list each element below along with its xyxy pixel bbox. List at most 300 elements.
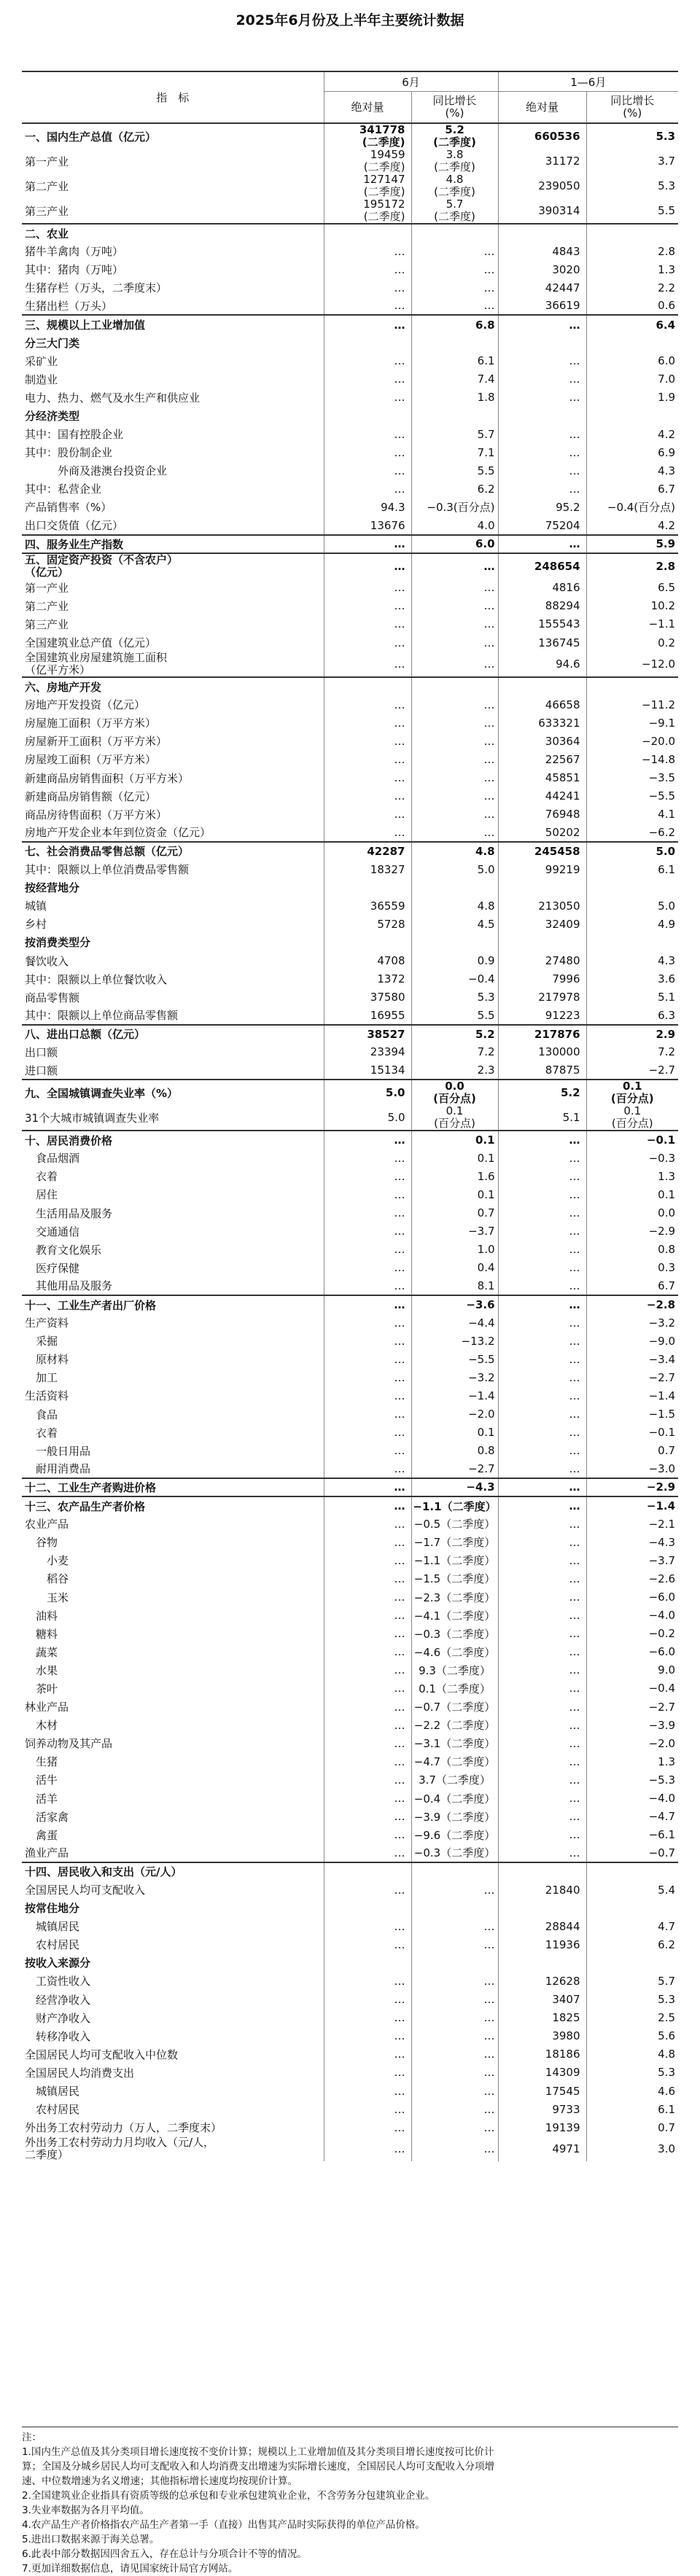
june-value: … xyxy=(324,1808,411,1826)
june-value: … xyxy=(324,1241,411,1259)
row-label: 全国建筑业房屋建筑施工面积 （亿平方米） xyxy=(25,652,168,677)
june-value: … xyxy=(324,1460,411,1478)
row-label: 房屋新开工面积（万平方米） xyxy=(25,735,168,749)
h1-value: … xyxy=(498,1734,586,1752)
table-row xyxy=(22,714,678,732)
h1-value: 4971 xyxy=(498,2136,586,2161)
h1-value: … xyxy=(498,1350,586,1368)
row-label: 饲养动物及其产品 xyxy=(25,1737,113,1751)
row-label: 五、固定资产投资（不含农户） （亿元） xyxy=(25,553,179,579)
june-value: … xyxy=(324,2100,411,2118)
table-row xyxy=(22,695,678,714)
table-row xyxy=(22,1625,678,1643)
header-h1-growth: 同比增长 (%) xyxy=(586,92,678,124)
h1-growth: −6.2 xyxy=(586,824,678,842)
h1-growth: 4.7 xyxy=(586,1917,678,1935)
h1-growth xyxy=(586,224,678,242)
june-value: … xyxy=(324,714,411,732)
june-growth: −2.0 xyxy=(411,1405,498,1424)
row-label: 按常住地分 xyxy=(25,1902,80,1916)
h1-growth: 0.1 (百分点) xyxy=(586,1105,678,1131)
h1-growth: 5.0 xyxy=(586,842,678,860)
row-label: 生猪出栏（万头） xyxy=(25,299,113,313)
june-growth: −4.1（二季度） xyxy=(411,1607,498,1625)
h1-value: … xyxy=(498,1295,586,1314)
table-row xyxy=(22,1551,678,1569)
table-row xyxy=(22,769,678,787)
footnote-line: 速、中位数增速为名义增速；其他指标增长速度均按现价计算。 xyxy=(22,2475,298,2487)
h1-growth: 5.0 xyxy=(586,897,678,915)
h1-value: … xyxy=(498,1716,586,1734)
row-label: 农村居民 xyxy=(25,1938,80,1952)
june-value xyxy=(324,1862,411,1881)
row-label: 出口交货值（亿元） xyxy=(25,519,124,533)
june-growth: … xyxy=(411,652,498,677)
june-growth: … xyxy=(411,242,498,260)
row-label: 木材 xyxy=(25,1719,58,1733)
june-value: … xyxy=(324,1277,411,1295)
june-growth: … xyxy=(411,769,498,787)
june-value: … xyxy=(324,1625,411,1643)
row-label: 商品房待售面积（万平方米） xyxy=(25,808,168,821)
h1-growth: −5.5 xyxy=(586,787,678,805)
footnote-line: 4.农产品生产者价格指农产品生产者第一手（直接）出售其产品时实际获得的单位产品价格。 xyxy=(22,2519,425,2531)
h1-value: … xyxy=(498,1386,586,1405)
table-row xyxy=(22,1752,678,1771)
june-growth: 4.0 xyxy=(411,517,498,535)
june-value: … xyxy=(324,260,411,278)
june-growth: 2.3 xyxy=(411,1061,498,1080)
june-value: 23394 xyxy=(324,1043,411,1061)
h1-value: … xyxy=(498,1607,586,1625)
h1-value: 11936 xyxy=(498,1935,586,1954)
row-label: 活羊 xyxy=(25,1792,58,1806)
june-value: 15134 xyxy=(324,1061,411,1080)
h1-growth: 6.1 xyxy=(586,2100,678,2118)
june-growth: … xyxy=(411,553,498,579)
june-growth: 1.0 xyxy=(411,1241,498,1259)
table-row xyxy=(22,2082,678,2100)
h1-growth: −4.0 xyxy=(586,1789,678,1808)
june-value: … xyxy=(324,805,411,824)
june-growth: … xyxy=(411,615,498,633)
table-row xyxy=(22,1533,678,1551)
h1-growth: −3.4 xyxy=(586,1350,678,1368)
june-value: … xyxy=(324,1551,411,1569)
june-growth: … xyxy=(411,278,498,297)
row-label: 其中：国有控股企业 xyxy=(25,428,124,442)
table-row xyxy=(22,1972,678,1990)
h1-value: 217978 xyxy=(498,988,586,1007)
june-growth: … xyxy=(411,824,498,842)
june-value xyxy=(324,224,411,242)
june-value: … xyxy=(324,1607,411,1625)
table-row xyxy=(22,1954,678,1972)
h1-growth: 5.3 xyxy=(586,123,678,149)
row-label: 禽蛋 xyxy=(25,1828,58,1842)
june-value: … xyxy=(324,1752,411,1771)
footnote-line: 注： xyxy=(22,2432,42,2443)
june-value: … xyxy=(324,1679,411,1698)
june-value: … xyxy=(324,461,411,480)
june-growth: 0.9 xyxy=(411,951,498,969)
h1-growth: 0.7 xyxy=(586,1442,678,1460)
h1-value: 5.1 xyxy=(498,1105,586,1131)
h1-value: 46658 xyxy=(498,695,586,714)
h1-value: 1825 xyxy=(498,2009,586,2027)
h1-growth: 4.2 xyxy=(586,425,678,443)
table-row xyxy=(22,1661,678,1679)
h1-growth xyxy=(586,407,678,425)
h1-growth: −0.4(百分点) xyxy=(586,498,678,516)
june-growth: 7.4 xyxy=(411,370,498,389)
h1-value xyxy=(498,1862,586,1881)
june-value: … xyxy=(324,2136,411,2161)
table-row xyxy=(22,1131,678,1149)
row-label: 耐用消费品 xyxy=(25,1462,91,1476)
table-row xyxy=(22,1844,678,1862)
table-row xyxy=(22,2064,678,2082)
h1-value: … xyxy=(498,1844,586,1862)
june-value: … xyxy=(324,2082,411,2100)
june-value: 36559 xyxy=(324,897,411,915)
h1-growth xyxy=(586,878,678,897)
june-value: … xyxy=(324,2009,411,2027)
row-label: 茶叶 xyxy=(25,1682,58,1695)
header-indicator: 指 标 xyxy=(22,71,324,123)
h1-growth: −3.0 xyxy=(586,1460,678,1478)
june-growth: 7.1 xyxy=(411,443,498,461)
june-growth: … xyxy=(411,2136,498,2161)
june-value: … xyxy=(324,1295,411,1314)
row-label: 房屋竣工面积（万平方米） xyxy=(25,753,157,767)
june-growth: … xyxy=(411,714,498,732)
table-row xyxy=(22,334,678,352)
june-value: … xyxy=(324,1588,411,1606)
table-row xyxy=(22,1698,678,1716)
h1-value: 31172 xyxy=(498,149,586,173)
h1-value: … xyxy=(498,1314,586,1332)
row-label: 三、规模以上工业增加值 xyxy=(25,319,146,332)
june-growth: 3.8 (二季度) xyxy=(411,149,498,173)
h1-value: … xyxy=(498,1131,586,1149)
h1-growth: −0.3 xyxy=(586,1149,678,1167)
row-label: 商品零售额 xyxy=(25,991,80,1004)
table-row xyxy=(22,278,678,297)
h1-value: … xyxy=(498,1222,586,1241)
h1-growth: −2.7 xyxy=(586,1368,678,1386)
june-value: … xyxy=(324,2118,411,2136)
table-row xyxy=(22,915,678,933)
h1-value: 76948 xyxy=(498,805,586,824)
h1-growth: 4.3 xyxy=(586,951,678,969)
june-growth: −2.3（二季度） xyxy=(411,1588,498,1606)
h1-value xyxy=(498,334,586,352)
june-growth: 0.8 xyxy=(411,1442,498,1460)
june-growth: … xyxy=(411,2100,498,2118)
june-growth: −2.2（二季度） xyxy=(411,1716,498,1734)
june-growth: 0.0 (百分点) xyxy=(411,1080,498,1105)
june-value: 5.0 xyxy=(324,1105,411,1131)
table-body xyxy=(22,123,678,2161)
june-growth: −13.2 xyxy=(411,1332,498,1350)
row-label: 原材料 xyxy=(25,1353,69,1367)
june-growth: 0.4 xyxy=(411,1259,498,1277)
table-row xyxy=(22,1149,678,1167)
row-label: 新建商品房销售面积（万平方米） xyxy=(25,771,190,785)
h1-growth: −2.1 xyxy=(586,1515,678,1533)
june-value: 341778 (二季度) xyxy=(324,123,411,149)
h1-growth: 7.2 xyxy=(586,1043,678,1061)
h1-growth: 5.3 xyxy=(586,173,678,198)
june-growth: −1.5（二季度） xyxy=(411,1569,498,1588)
june-value: 94.3 xyxy=(324,498,411,516)
june-growth: −1.7（二季度） xyxy=(411,1533,498,1551)
h1-growth: 5.1 xyxy=(586,988,678,1007)
june-value: … xyxy=(324,315,411,333)
row-label: 其中：私营企业 xyxy=(25,483,102,496)
june-growth: −0.3(百分点) xyxy=(411,498,498,516)
june-value: … xyxy=(324,1368,411,1386)
june-value: … xyxy=(324,389,411,407)
row-label: 食品烟酒 xyxy=(25,1152,80,1166)
row-label: 31个大城市城镇调查失业率 xyxy=(25,1111,160,1125)
h1-value: … xyxy=(498,1460,586,1478)
june-value: … xyxy=(324,2045,411,2064)
h1-growth: 6.7 xyxy=(586,1277,678,1295)
june-value: 127147 (二季度) xyxy=(324,173,411,198)
row-label: 第二产业 xyxy=(25,599,69,613)
table-row xyxy=(22,750,678,768)
table-row xyxy=(22,1204,678,1222)
table-row xyxy=(22,2009,678,2027)
row-label: 进口额 xyxy=(25,1063,58,1077)
june-value: 5.0 xyxy=(324,1080,411,1105)
row-label: 乡村 xyxy=(25,918,47,932)
row-label: 转移净收入 xyxy=(25,2029,91,2043)
row-label: 房地产开发企业本年到位资金（亿元） xyxy=(25,826,211,840)
june-value: … xyxy=(324,1149,411,1167)
june-value: … xyxy=(324,1386,411,1405)
june-value: 19459 (二季度) xyxy=(324,149,411,173)
row-label: 加工 xyxy=(25,1371,58,1385)
h1-growth: −14.8 xyxy=(586,750,678,768)
row-label: 水果 xyxy=(25,1663,58,1677)
table-row xyxy=(22,1935,678,1954)
table-row xyxy=(22,1185,678,1203)
h1-growth: −0.1 xyxy=(586,1131,678,1149)
june-growth: 4.5 xyxy=(411,915,498,933)
h1-value: … xyxy=(498,1661,586,1679)
june-growth: … xyxy=(411,1935,498,1954)
table-row xyxy=(22,787,678,805)
table-row xyxy=(22,988,678,1007)
june-growth: 5.2 xyxy=(411,1025,498,1043)
row-label: 十一、工业生产者出厂价格 xyxy=(25,1298,157,1312)
june-growth xyxy=(411,1954,498,1972)
june-growth: … xyxy=(411,2045,498,2064)
h1-value: 87875 xyxy=(498,1061,586,1080)
june-value: … xyxy=(324,1131,411,1149)
header-june-growth: 同比增长 (%) xyxy=(411,92,498,124)
h1-value: … xyxy=(498,1405,586,1424)
h1-value: 75204 xyxy=(498,517,586,535)
june-growth: … xyxy=(411,787,498,805)
june-growth: 5.2 (二季度) xyxy=(411,123,498,149)
table-row xyxy=(22,1771,678,1789)
june-value: … xyxy=(324,535,411,553)
june-value: … xyxy=(324,1789,411,1808)
june-value: … xyxy=(324,597,411,615)
h1-growth: 0.6 xyxy=(586,297,678,315)
june-value: … xyxy=(324,579,411,597)
june-value: … xyxy=(324,2027,411,2045)
june-value: … xyxy=(324,1734,411,1752)
june-growth: … xyxy=(411,2009,498,2027)
table-row xyxy=(22,407,678,425)
june-growth: 5.7 (二季度) xyxy=(411,198,498,224)
june-value: … xyxy=(324,1259,411,1277)
june-value: … xyxy=(324,1881,411,1899)
row-label: 其他用品及服务 xyxy=(25,1279,113,1293)
statistics-table xyxy=(22,71,678,2161)
june-growth: 0.1 xyxy=(411,1185,498,1203)
june-growth: −9.6（二季度） xyxy=(411,1826,498,1844)
june-value: … xyxy=(324,1533,411,1551)
table-row xyxy=(22,1808,678,1826)
june-growth: −4.3 xyxy=(411,1478,498,1496)
h1-growth: 5.3 xyxy=(586,2064,678,2082)
h1-growth: −2.6 xyxy=(586,1569,678,1588)
june-value: … xyxy=(324,278,411,297)
table-row xyxy=(22,1734,678,1752)
june-value: … xyxy=(324,1716,411,1734)
h1-growth: −1.4 xyxy=(586,1386,678,1405)
h1-growth: 6.4 xyxy=(586,315,678,333)
table-row xyxy=(22,824,678,842)
row-label: 生活用品及服务 xyxy=(25,1206,113,1220)
row-label: 房地产开发投资（亿元） xyxy=(25,698,146,712)
june-value: 5728 xyxy=(324,915,411,933)
june-growth: −4.4 xyxy=(411,1314,498,1332)
row-label: 四、服务业生产指数 xyxy=(25,537,124,551)
h1-growth: 6.9 xyxy=(586,443,678,461)
h1-growth: 5.7 xyxy=(586,1972,678,1990)
row-label: 出口额 xyxy=(25,1045,58,1059)
h1-growth: 2.2 xyxy=(586,278,678,297)
june-value: 4708 xyxy=(324,951,411,969)
header-h1: 1—6月 xyxy=(498,71,678,92)
table-row xyxy=(22,1241,678,1259)
h1-growth: −20.0 xyxy=(586,732,678,750)
h1-value: 633321 xyxy=(498,714,586,732)
h1-growth: 3.7 xyxy=(586,149,678,173)
h1-value: 3980 xyxy=(498,2027,586,2045)
table-row xyxy=(22,242,678,260)
june-growth: 0.1（二季度） xyxy=(411,1679,498,1698)
june-growth: −0.4 xyxy=(411,970,498,988)
h1-growth: 1.3 xyxy=(586,1752,678,1771)
header-june: 6月 xyxy=(324,71,498,92)
june-value: … xyxy=(324,1844,411,1862)
june-value: 16955 xyxy=(324,1007,411,1025)
h1-value: 390314 xyxy=(498,198,586,224)
row-label: 产品销售率（%） xyxy=(25,501,112,515)
row-label: 采矿业 xyxy=(25,354,58,368)
h1-value: … xyxy=(498,1698,586,1716)
june-growth: … xyxy=(411,1917,498,1935)
table-row xyxy=(22,315,678,333)
h1-value: … xyxy=(498,1515,586,1533)
june-growth: … xyxy=(411,260,498,278)
h1-value: … xyxy=(498,1569,586,1588)
june-growth: … xyxy=(411,695,498,714)
row-label: 十、居民消费价格 xyxy=(25,1133,113,1147)
row-label: 玉米 xyxy=(25,1591,69,1604)
june-value: … xyxy=(324,425,411,443)
h1-value: 95.2 xyxy=(498,498,586,516)
june-growth: … xyxy=(411,805,498,824)
table-row xyxy=(22,517,678,535)
row-label: 生猪 xyxy=(25,1755,58,1769)
table-row xyxy=(22,370,678,389)
june-growth: 1.8 xyxy=(411,389,498,407)
june-value: … xyxy=(324,1314,411,1332)
row-label: 其中：限额以上单位商品零售额 xyxy=(25,1009,179,1023)
june-value: … xyxy=(324,1442,411,1460)
row-label: 经营净收入 xyxy=(25,1993,91,2007)
june-growth: −1.1（二季度） xyxy=(411,1496,498,1515)
h1-value: 130000 xyxy=(498,1043,586,1061)
june-value: … xyxy=(324,370,411,389)
june-value: … xyxy=(324,1185,411,1203)
table-row xyxy=(22,1607,678,1625)
row-label: 电力、热力、燃气及水生产和供应业 xyxy=(25,391,201,405)
june-growth: −1.4 xyxy=(411,1386,498,1405)
h1-growth: −3.5 xyxy=(586,769,678,787)
june-growth: −4.7（二季度） xyxy=(411,1752,498,1771)
table-row xyxy=(22,553,678,579)
june-value: … xyxy=(324,480,411,498)
june-growth: … xyxy=(411,750,498,768)
h1-growth: −5.3 xyxy=(586,1771,678,1789)
row-label: 教育文化娱乐 xyxy=(25,1243,102,1257)
h1-growth: −6.1 xyxy=(586,1826,678,1844)
table-row xyxy=(22,1222,678,1241)
h1-value xyxy=(498,878,586,897)
row-label: 八、进出口总额（亿元） xyxy=(25,1028,146,1042)
table-row xyxy=(22,1917,678,1935)
h1-value: … xyxy=(498,443,586,461)
june-value: … xyxy=(324,1350,411,1368)
june-value: … xyxy=(324,769,411,787)
h1-value: … xyxy=(498,315,586,333)
row-label: 农业产品 xyxy=(25,1518,69,1531)
june-growth: 0.1 xyxy=(411,1131,498,1149)
june-growth: 0.1 xyxy=(411,1149,498,1167)
table-row xyxy=(22,1080,678,1105)
h1-value: … xyxy=(498,1551,586,1569)
table-row xyxy=(22,1350,678,1368)
h1-value: … xyxy=(498,1496,586,1515)
h1-growth: 2.8 xyxy=(586,553,678,579)
june-growth: 3.7（二季度） xyxy=(411,1771,498,1789)
june-value: … xyxy=(324,1515,411,1533)
row-label: 其中：猪肉（万吨） xyxy=(25,263,124,277)
h1-value: … xyxy=(498,461,586,480)
table-row xyxy=(22,2100,678,2118)
table-row xyxy=(22,198,678,224)
